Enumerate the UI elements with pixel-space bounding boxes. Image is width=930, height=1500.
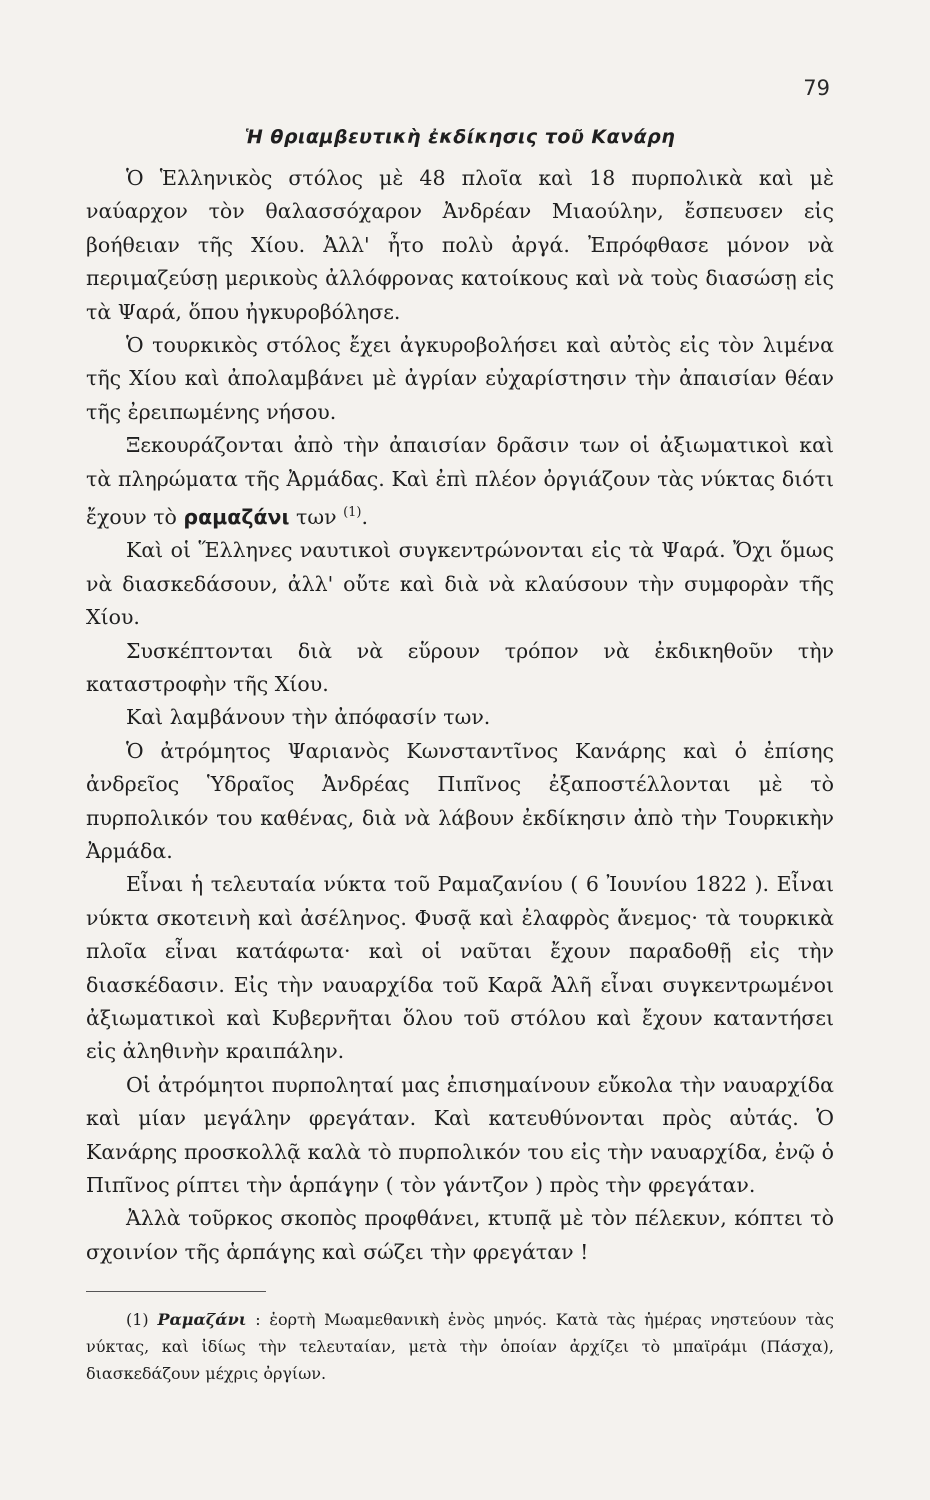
paragraph-3-end: . — [361, 504, 369, 529]
paragraph-2: Ὁ τουρκικὸς στόλος ἔχει ἀγκυροβολήσει καὶ αὐτὸς εἰς τὸν λιμένα τῆς Χίου καὶ ἀπολαμβάνει μὲ ἀγρίαν εὐχαρίστησιν τὴν ἀπαισίαν θέαν τῆς ἐρειπωμένης νήσου. — [86, 333, 834, 424]
paragraph-5: Συσκέπτονται διὰ νὰ εὕρουν τρόπον νὰ ἐκδικηθοῦν τὴν καταστροφὴν τῆς Χίου. — [86, 638, 834, 696]
footnote-text: : ἑορτὴ Μωαμεθανικὴ ἑνὸς μηνός. Κατὰ τὰς ἡμέρας νηστεύουν τὰς νύκτας, καὶ ἰδίως τὴν τελευταίαν, μετὰ τὴν ὁποίαν ἀρχίζει τὸ μπαϊράμι (Πάσχα), διασκεδάζουν μέχρις ὀργίων. — [86, 1310, 834, 1384]
footnote-reference[interactable]: (1) — [343, 505, 362, 521]
paragraph-3 — [86, 429, 834, 534]
paragraph-4: Καὶ οἱ Ἕλληνες ναυτικοὶ συγκεντρώνονται εἰς τὰ Ψαρά. Ὄχι ὅμως νὰ διασκεδάσουν, ἀλλ' οὔτε καὶ διὰ νὰ κλαύσουν τὴν συμφορὰν τῆς Χίου. — [86, 538, 834, 630]
paragraph-1: Ὁ Ἑλληνικὸς στόλος μὲ 48 πλοῖα καὶ 18 πυρπολικὰ καὶ μὲ ναύαρχον τὸν θαλασσόχαρον Ἀνδρέαν Μιαούλην, ἔσπευσεν εἰς βοήθειαν τῆς Χίου. Ἀλλ' ἦτο πολὺ ἀργά. Ἐπρόφθασε μόνον νὰ περιμαζεύσῃ μερικοὺς ἀλλόφρονας κατοίκους καὶ νὰ τοὺς διασώσῃ εἰς τὰ Ψαρά, ὅπου ἠγκυροβόλησε. — [86, 166, 834, 324]
paragraph-8: Εἶναι ἡ τελευταία νύκτα τοῦ Ραμαζανίου ( 6 Ἰουνίου 1822 ). Εἶναι νύκτα σκοτεινὴ καὶ ἀσέληνος. Φυσᾷ καὶ ἐλαφρὸς ἄνεμος· τὰ τουρκικὰ πλοῖα εἶναι κατάφωτα· καὶ οἱ ναῦται ἔχουν παραδοθῇ εἰς τὴν διασκέδασιν. Εἰς τὴν ναυαρχίδα τοῦ Καρᾶ Ἀλῆ εἶναι συγκεντρωμένοι ἀξιωματικοὶ καὶ Κυβερνῆται ὅλου τοῦ στόλου καὶ ἔχουν καταντήσει εἰς ἀληθινὴν κραιπάλην. — [86, 872, 834, 1064]
ramazani-word: ραμαζάνι — [183, 504, 290, 529]
footnote-marker: (1) — [126, 1310, 149, 1330]
paragraph-3-text: Ξεκουράζονται ἀπὸ τὴν ἀπαισίαν δρᾶσιν των οἱ ἀξιωματικοὶ καὶ τὰ πληρώματα τῆς Ἀρμάδας. Καὶ ἐπὶ πλέον ὀργιάζουν τὰς νύκτας διότι ἔχουν τὸ — [86, 433, 834, 529]
ramazani-after: των — [296, 504, 337, 529]
paragraph-7: Ὁ ἀτρόμητος Ψαριανὸς Κωνσταντῖνος Κανάρης καὶ ὁ ἐπίσης ἀνδρεῖος Ὑδραῖος Ἀνδρέας Πιπῖνος ἐξαποστέλλονται μὲ τὸ πυρπολικόν του καθένας, διὰ νὰ λάβουν ἐκδίκησιν ἀπὸ τὴν Τουρκικὴν Ἀρμάδα. — [86, 738, 834, 863]
footnote — [86, 1306, 834, 1387]
footnote-divider — [86, 1291, 266, 1292]
footnote-term: Ραμαζάνι — [157, 1310, 247, 1330]
page-number: 79 — [803, 76, 830, 100]
paragraph-10: Ἀλλὰ τοῦρκος σκοπὸς προφθάνει, κτυπᾷ μὲ τὸν πέλεκυν, κόπτει τὸ σχοινίον τῆς ἁρπάγης καὶ σώζει τὴν φρεγάταν ! — [86, 1206, 834, 1264]
paragraph-6: Καὶ λαμβάνουν τὴν ἀπόφασίν των. — [126, 705, 491, 730]
chapter-title: Ἡ θριαμβευτικὴ ἐκδίκησις τοῦ Κανάρη — [244, 126, 676, 148]
body-text — [86, 162, 834, 1269]
paragraph-9: Οἱ ἀτρόμητοι πυρποληταί μας ἐπισημαίνουν εὔκολα τὴν ναυαρχίδα καὶ μίαν μεγάλην φρεγάταν. Καὶ κατευθύνονται πρὸς αὐτάς. Ὁ Κανάρης προσκολλᾷ καλὰ τὸ πυρπολικόν του εἰς τὴν ναυαρχίδα, ἐνῷ ὁ Πιπῖνος ρίπτει τὴν ἁρπάγην ( τὸν γάντζον ) πρὸς τὴν φρεγάταν. — [86, 1072, 834, 1198]
